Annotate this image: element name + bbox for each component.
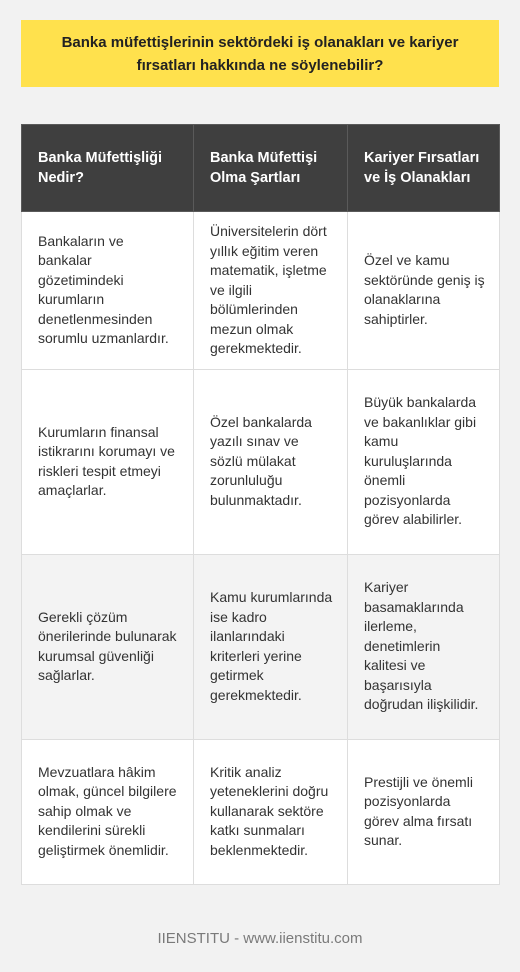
table-cell: Kamu kurumlarında ise kadro ilanlarındaki kriterleri yerine getirmek gerekmektedir. xyxy=(194,554,348,739)
table-row xyxy=(22,369,500,554)
table-cell: Gerekli çözüm önerilerinde bulunarak kurumsal güvenliği sağlarlar. xyxy=(22,554,194,739)
table-row xyxy=(22,554,500,739)
table-cell: Üniversitelerin dört yıllık eğitim veren matematik, işletme ve ilgili bölümlerinden mezun olmak gerekmektedir. xyxy=(194,212,348,370)
table-header-row xyxy=(22,125,500,212)
info-table xyxy=(21,124,500,885)
table-cell: Bankaların ve bankalar gözetimindeki kurumların denetlenmesinden sorumlu uzmanlardır. xyxy=(22,212,194,370)
footer-credit: IIENSTITU - www.iienstitu.com xyxy=(157,930,363,947)
table-cell: Büyük bankalarda ve bakanlıklar gibi kamu kuruluşlarında önemli pozisyonlarda görev alabilirler. xyxy=(348,369,500,554)
table-cell: Mevzuatlara hâkim olmak, güncel bilgilere sahip olmak ve kendilerini sürekli geliştirmek önemlidir. xyxy=(22,739,194,884)
header-requirements: Banka Müfettişi Olma Şartları xyxy=(194,125,348,212)
table-cell: Kariyer basamaklarında ilerleme, denetimlerin kalitesi ve başarısıyla doğrudan ilişkilidir. xyxy=(348,554,500,739)
header-career: Kariyer Fırsatları ve İş Olanakları xyxy=(348,125,500,212)
title-banner xyxy=(21,20,499,87)
table-cell: Kritik analiz yeteneklerini doğru kullanarak sektöre katkı sunmaları beklenmektedir. xyxy=(194,739,348,884)
header-what-is: Banka Müfettişliği Nedir? xyxy=(22,125,194,212)
table-row xyxy=(22,212,500,370)
table-row xyxy=(22,739,500,884)
table-cell: Kurumların finansal istikrarını korumayı ve riskleri tespit etmeyi amaçlarlar. xyxy=(22,369,194,554)
table-cell: Özel bankalarda yazılı sınav ve sözlü mülakat zorunluluğu bulunmaktadır. xyxy=(194,369,348,554)
table-cell: Prestijli ve önemli pozisyonlarda görev alma fırsatı sunar. xyxy=(348,739,500,884)
page-title: Banka müfettişlerinin sektördeki iş olanakları ve kariyer fırsatları hakkında ne söylenebilir? xyxy=(61,33,459,74)
table-cell: Özel ve kamu sektöründe geniş iş olanaklarına sahiptirler. xyxy=(348,212,500,370)
